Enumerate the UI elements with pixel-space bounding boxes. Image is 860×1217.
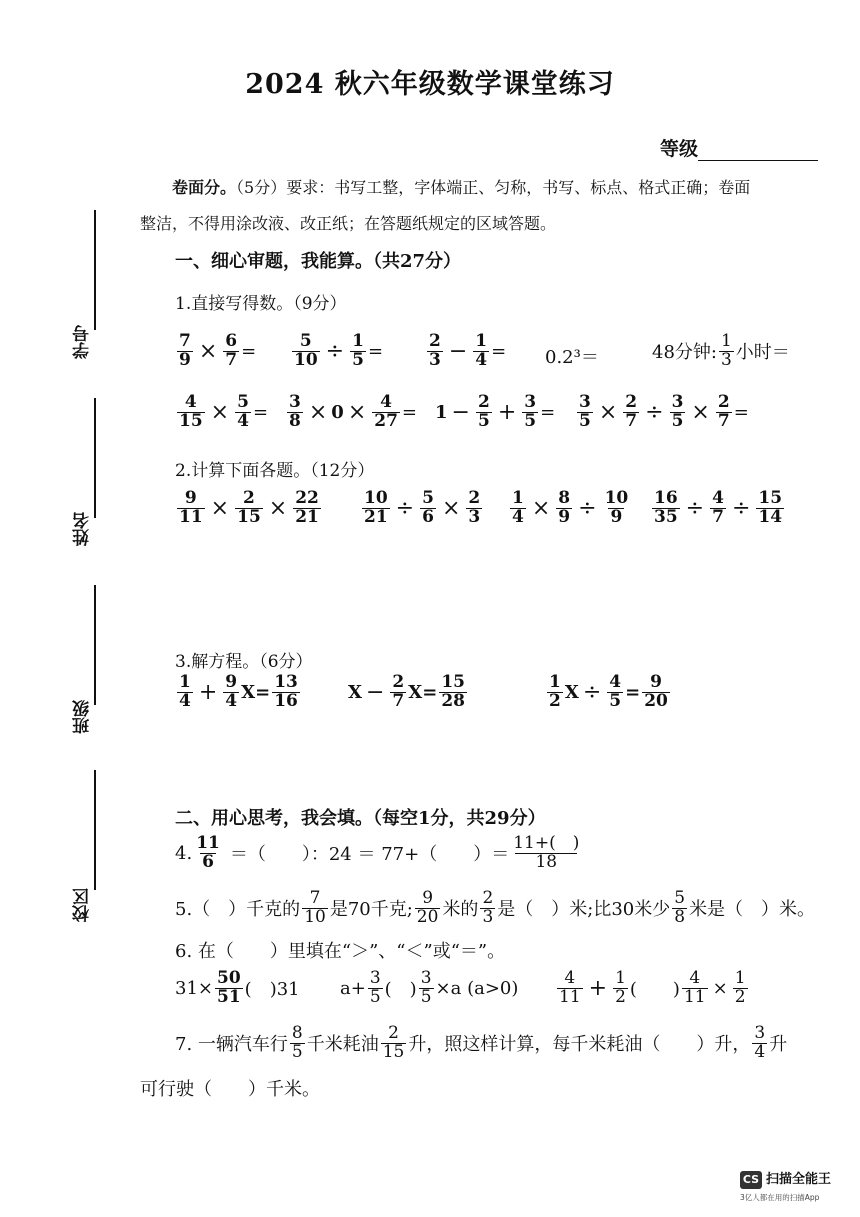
fraction: $\frac{2}{15}$ — [237, 488, 261, 527]
fraction: $\frac{3}{5}$ — [369, 968, 381, 1007]
q6-a2: ( )31 — [244, 979, 300, 1001]
q1-min-lead: 48分钟: — [652, 342, 717, 364]
q1-row1: $\frac{7}{9}$ × $\frac{6}{7}$ = — [179, 331, 257, 370]
fraction: $\frac{2}{3}$ — [429, 331, 441, 370]
fraction: $\frac{4}{5}$ — [609, 672, 622, 711]
q6-item1 — [175, 970, 300, 1007]
q6-a1: 31× — [175, 977, 213, 999]
fraction: $\frac{1}{4}$ — [512, 488, 524, 527]
fraction: $\frac{4}{7}$ — [712, 488, 724, 527]
fraction: $\frac{1}{2}$ — [615, 968, 626, 1007]
side-line-3 — [94, 585, 96, 705]
q2-item4: $\frac{16}{35}$ ÷ $\frac{4}{7}$ ÷ $\frac{15}{14}$ — [654, 488, 783, 527]
fraction: $\frac{3}{5}$ — [671, 392, 684, 431]
q6-b1: a+ — [340, 977, 366, 999]
q5-d: 是（ ）米;比30米少 — [497, 899, 671, 921]
q1-minutes — [652, 333, 790, 370]
side-label-name: 姓名 — [73, 512, 93, 546]
fraction: $\frac{9}{20}$ — [644, 672, 668, 711]
q3-eq1: $\frac{1}{4}$ + $\frac{9}{4}$ X= $\frac{13}{16}$ — [179, 672, 298, 711]
side-line-1 — [94, 210, 96, 330]
q6-item3: $\frac{4}{11}$ + $\frac{1}{2}$ ( ) $\frac{4}{11}$ × $\frac{1}{2}$ — [559, 968, 746, 1007]
fraction: $\frac{1}{3}$ — [720, 331, 732, 370]
side-label-class: 班级 — [73, 700, 93, 734]
fraction: $\frac{2}{15}$ — [382, 1023, 405, 1062]
q3-eq2: X − $\frac{2}{7}$ X= $\frac{15}{28}$ — [348, 672, 465, 711]
q1-row2-item4: $\frac{3}{5}$ × $\frac{2}{7}$ ÷ $\frac{3}{5}$ × $\frac{2}{7}$ = — [579, 392, 749, 431]
fraction: $\frac{4}{11}$ — [683, 968, 706, 1007]
scanner-tagline: 3亿人都在用的扫描App — [740, 1193, 820, 1202]
grade-blank — [698, 142, 818, 161]
q7-c: 升，照这样计算，每千米耗油（ ）升， — [408, 1034, 751, 1056]
requirements-lead: 卷面分。 — [172, 178, 237, 197]
fraction: $\frac{15}{28}$ — [441, 672, 465, 711]
q1-row1-item3: $\frac{2}{3}$ − $\frac{1}{4}$ = — [429, 331, 507, 370]
fraction: $\frac{2}{5}$ — [477, 392, 490, 431]
fraction: $\frac{3}{5}$ — [579, 392, 591, 431]
side-label-campus: 校区 — [73, 888, 93, 922]
fraction: $\frac{7}{10}$ — [304, 888, 326, 927]
fraction: $\frac{10}{21}$ — [364, 488, 388, 527]
fraction: $\frac{10}{9}$ — [604, 488, 629, 527]
q6-item2 — [340, 970, 518, 1007]
section2-heading: 二、用心思考，我会填。（每空1分，共29分） — [175, 808, 546, 829]
scanner-logo — [740, 1168, 844, 1203]
fraction: $\frac{5}{6}$ — [422, 488, 434, 527]
fraction: $\frac{1}{2}$ — [549, 672, 561, 711]
q2-item3: $\frac{1}{4}$ × $\frac{8}{9}$ ÷ $\frac{10}{9}$ — [512, 488, 629, 527]
q7-line2: 可行驶（ ）千米。 — [140, 1079, 320, 1100]
fraction: $\frac{5}{4}$ — [237, 392, 249, 431]
q6-title: 6. 在（ ）里填在“＞”、“＜”或“＝”。 — [175, 941, 506, 962]
q3-eq3: $\frac{1}{2}$ X ÷ $\frac{4}{5}$ = $\frac{9}{20}$ — [549, 672, 668, 711]
fraction: $\frac{2}{3}$ — [468, 488, 481, 527]
fraction: $\frac{2}{7}$ — [392, 672, 405, 711]
side-label-id: 学号 — [73, 325, 93, 359]
q5-e: 米是（ ）米。 — [689, 899, 816, 921]
q4-numerator: 11+( ) — [513, 833, 580, 853]
q1-row2-item3: 1 − $\frac{2}{5}$ + $\frac{3}{5}$ = — [435, 392, 556, 431]
q4-number: 4. — [175, 842, 193, 864]
fraction: $\frac{1}{4}$ — [475, 331, 488, 370]
q6-b2: ( ) — [384, 979, 417, 1001]
q2-item2: $\frac{10}{21}$ ÷ $\frac{5}{6}$ × $\frac{2}{3}$ — [364, 488, 481, 527]
fraction: $\frac{4}{11}$ — [559, 968, 581, 1007]
fraction: $\frac{50}{51}$ — [217, 968, 241, 1007]
q7-b: 千米耗油 — [306, 1034, 379, 1056]
fraction: $\frac{8}{9}$ — [558, 488, 571, 527]
fraction: $\frac{1}{5}$ — [352, 331, 364, 370]
q1-row2-item1: $\frac{4}{15}$ × $\frac{5}{4}$ = — [179, 392, 269, 431]
side-line-4 — [94, 770, 96, 890]
q1-min-tail: 小时＝ — [735, 342, 790, 364]
q1-row1-item2: $\frac{5}{10}$ ÷ $\frac{1}{5}$ = — [294, 331, 384, 370]
q4-denominator: 18 — [515, 853, 577, 872]
q5 — [175, 890, 815, 927]
fraction: $\frac{3}{8}$ — [289, 392, 301, 431]
fraction: $\frac{2}{7}$ — [717, 392, 730, 431]
fraction — [511, 835, 581, 872]
fraction: $\frac{9}{4}$ — [225, 672, 238, 711]
q1-decimal: 0.2³＝ — [545, 347, 599, 368]
side-line-2 — [94, 398, 96, 518]
cs-logo-icon: CS — [740, 1171, 762, 1189]
fraction: $\frac{9}{11}$ — [179, 488, 203, 527]
q5-a: 5.（ ）千克的 — [175, 899, 301, 921]
grade-field — [660, 134, 818, 161]
fraction: $\frac{7}{9}$ — [179, 331, 191, 370]
fraction: $\frac{5}{10}$ — [294, 331, 318, 370]
fraction: $\frac{4}{15}$ — [179, 392, 203, 431]
section1-heading: 一、细心审题，我能算。（共27分） — [175, 251, 462, 272]
fraction: $\frac{16}{35}$ — [654, 488, 678, 527]
q2-title: 2.计算下面各题。（12分） — [175, 461, 375, 481]
fraction: $\frac{2}{7}$ — [625, 392, 638, 431]
q1-row2-item2: $\frac{3}{8}$ × 0 × $\frac{4}{27}$ = — [289, 392, 418, 431]
q7-a: 7. 一辆汽车行 — [175, 1034, 288, 1056]
q6-b3: ×a (a>0) — [435, 977, 519, 999]
q1-title: 1.直接写得数。（9分） — [175, 294, 347, 314]
q7 — [175, 1025, 787, 1062]
q4 — [175, 835, 583, 872]
fraction: $\frac{5}{8}$ — [674, 888, 686, 927]
q3-title: 3.解方程。（6分） — [175, 652, 313, 672]
fraction: $\frac{3}{5}$ — [524, 392, 537, 431]
fraction: $\frac{3}{5}$ — [420, 968, 432, 1007]
requirements-line1: （5分）要求：书写工整，字体端正、匀称，书写、标点、格式正确；卷面 — [236, 178, 751, 197]
q4-text: ＝（ ）：24 ＝ 77+（ ）＝ — [229, 844, 510, 866]
fraction: $\frac{22}{21}$ — [295, 488, 319, 527]
fraction: $\frac{15}{14}$ — [758, 488, 783, 527]
fraction: $\frac{11}{6}$ — [196, 833, 220, 872]
fraction: $\frac{1}{4}$ — [179, 672, 191, 711]
q5-c: 米的 — [442, 899, 479, 921]
fraction: $\frac{9}{20}$ — [416, 888, 439, 927]
q6-c2: ( ) — [629, 979, 680, 1001]
page-title: 2024 秋六年级数学课堂练习 — [245, 69, 615, 100]
fraction: $\frac{6}{7}$ — [225, 331, 238, 370]
requirements — [140, 170, 840, 242]
scanner-name: 扫描全能王 — [766, 1172, 832, 1187]
q2-item1: $\frac{9}{11}$ × $\frac{2}{15}$ × $\frac{22}{21}$ — [179, 488, 319, 527]
fraction: $\frac{13}{16}$ — [274, 672, 298, 711]
requirements-line2: 整洁，不得用涂改液、改正纸；在答题纸规定的区域答题。 — [140, 214, 557, 233]
q5-b: 是70千克; — [329, 899, 413, 921]
fraction: $\frac{8}{5}$ — [291, 1023, 303, 1062]
grade-label: 等级 — [660, 138, 699, 160]
fraction: $\frac{2}{3}$ — [482, 888, 494, 927]
q7-d: 升 — [769, 1034, 788, 1056]
fraction: $\frac{3}{4}$ — [754, 1023, 766, 1062]
fraction: $\frac{1}{2}$ — [734, 968, 746, 1007]
fraction: $\frac{4}{27}$ — [374, 392, 398, 431]
